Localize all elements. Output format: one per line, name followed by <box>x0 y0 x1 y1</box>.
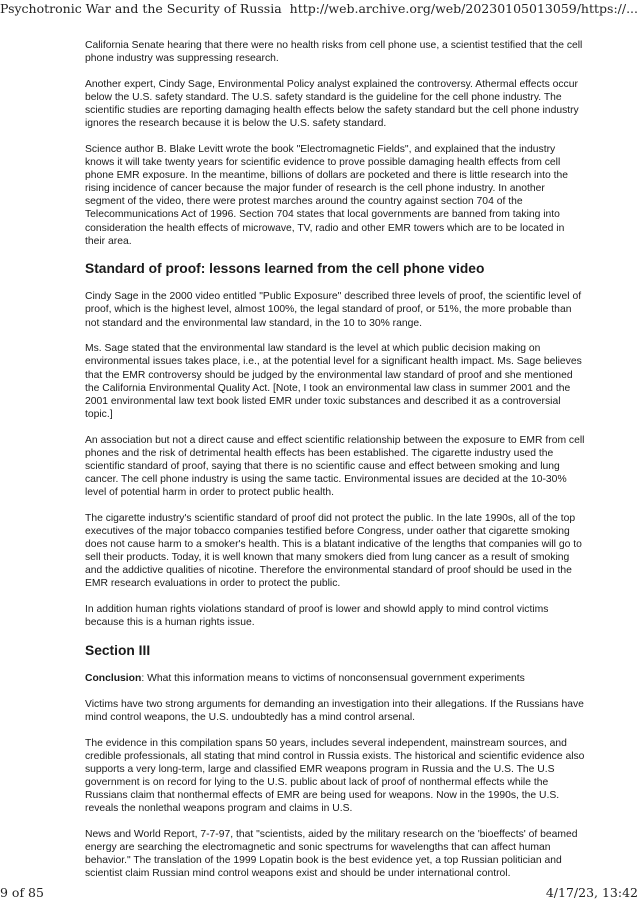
paragraph-cindy-sage: Another expert, Cindy Sage, Environmental Policy analyst explained the controversy. Athermal effects occur below the U.S. safety standard. The U.S. safety standard is the guideline for the cell phone industry. The scientific studies are reporting damaging health effects below the safety standard but the cell phone industry ignores the research because it is below the U.S. safety standard. <box>85 78 579 130</box>
browser-print-url: http://web.archive.org/web/20230105013059/https://... <box>289 1 638 16</box>
conclusion-text: : What this information means to victims of nonconsensual government experiments <box>141 672 525 684</box>
paragraph-blake-levitt: Science author B. Blake Levitt wrote the book "Electromagnetic Fields", and explained that the industry knows it will take twenty years for scientific evidence to prove possible damaging health effects from cell phone EMR exposure. In the meantime, billions of dollars are pocketed and there is little research into the rising incidence of cancer because the major funder of research is the cell phone industry. In another segment of the video, there were protest marches around the country against section 704 of the Telecommunications Act of 1996. Section 704 states that local governments are banned from taking into consideration the health effects of microwave, TV, radio and other EMR towers which are to be located in their area. <box>85 143 568 247</box>
document-body <box>85 39 585 893</box>
browser-print-title: Psychotronic War and the Security of Russia <box>0 1 282 16</box>
heading-standard-of-proof: Standard of proof: lessons learned from the cell phone video <box>85 261 485 277</box>
paragraph-news-world-report: News and World Report, 7-7-97, that "scientists, aided by the military research on the 'bioeffects' of beamed energy are searching the electromagnetic and sonic spectrums for wavelengths that can affect human behavior." The translation of the 1999 Lopatin book is the best evidence yet, a top Russian politician and scientist claim Russian mind control weapons exist and should be under international control. <box>85 828 578 880</box>
paragraph-evidence: The evidence in this compilation spans 50 years, includes several independent, mainstream sources, and credible professionals, all stating that mind control in Russia exists. The historical and scientific evidence also supports a very long-term, large and classified EMR weapons program in Russia and the U.S. The U.S government is on record for lying to the U.S. public about lack of proof of nonthermal effects while the Russians claim that nonthermal effects of EMR are being used for weapons. Now in the 1990s, the U.S. reveals the nonlethal weapons program and claims in U.S. <box>85 737 585 814</box>
heading-section-iii: Section III <box>85 642 151 658</box>
paragraph-association: An association but not a direct cause and effect scientific relationship between the exposure to EMR from cell phones and the risk of detrimental health effects has been established. The cigarette industry used the scientific standard of proof, saying that there is no scientific cause and effect between smoking and lung cancer. The cell phone industry is using the same tactic. Environmental issues are decided at the 10-30% level of potential harm in order to protect public health. <box>85 434 585 498</box>
paragraph-cigarette-industry: The cigarette industry's scientific standard of proof did not protect the public. In the late 1990s, all of the top executives of the major tobacco companies testified before Congress, under oather that cigarette smoking does not cause harm to a smoker's health. This is a blatant indicative of the lengths that companies will go to sell their products. Today, it is well known that many smokers died from lung cancer as a result of smoking and the addictive qualities of nicotine. Therefore the environmental standard of proof should be used in the EMR research evaluations in order to protect the public. <box>85 512 582 590</box>
conclusion-label: Conclusion <box>85 672 142 684</box>
print-datetime: 4/17/23, 13:42 <box>545 885 638 900</box>
paragraph-senate-hearing: California Senate hearing that there were no health risks from cell phone use, a scientist testified that the cell phone industry was suppressing research. <box>85 40 583 65</box>
paragraph-human-rights: In addition human rights violations standard of proof is lower and showld apply to mind control victims because this is a human rights issue. <box>85 604 549 629</box>
page-number: 9 of 85 <box>0 885 44 900</box>
paragraph-conclusion <box>85 672 585 685</box>
paragraph-victims: Victims have two strong arguments for demanding an investigation into their allegations. If the Russians have mind control weapons, the U.S. undoubtedly has a mind control arsenal. <box>85 698 584 723</box>
paragraph-environmental-law: Ms. Sage stated that the environmental law standard is the level at which public decision making on environmental issues takes place, i.e., at the potential level for a significant health impact. Ms. Sage believes that the EMR controversy should be judged by the environmental law standard of proof and she mentioned the California Environmental Quality Act. [Note, I took an environmental law class in summer 2001 and the 2001 environmental law text book listed EMR under toxic substances and described it as a controversial topic.] <box>85 343 582 420</box>
paragraph-public-exposure: Cindy Sage in the 2000 video entitled "Public Exposure" described three levels of proof, the scientific level of proof, which is the highest level, almost 100%, the legal standard of proof, or 51%, the more probable than not standard and the environmental law standard, in the 10 to 30% range. <box>85 291 582 329</box>
